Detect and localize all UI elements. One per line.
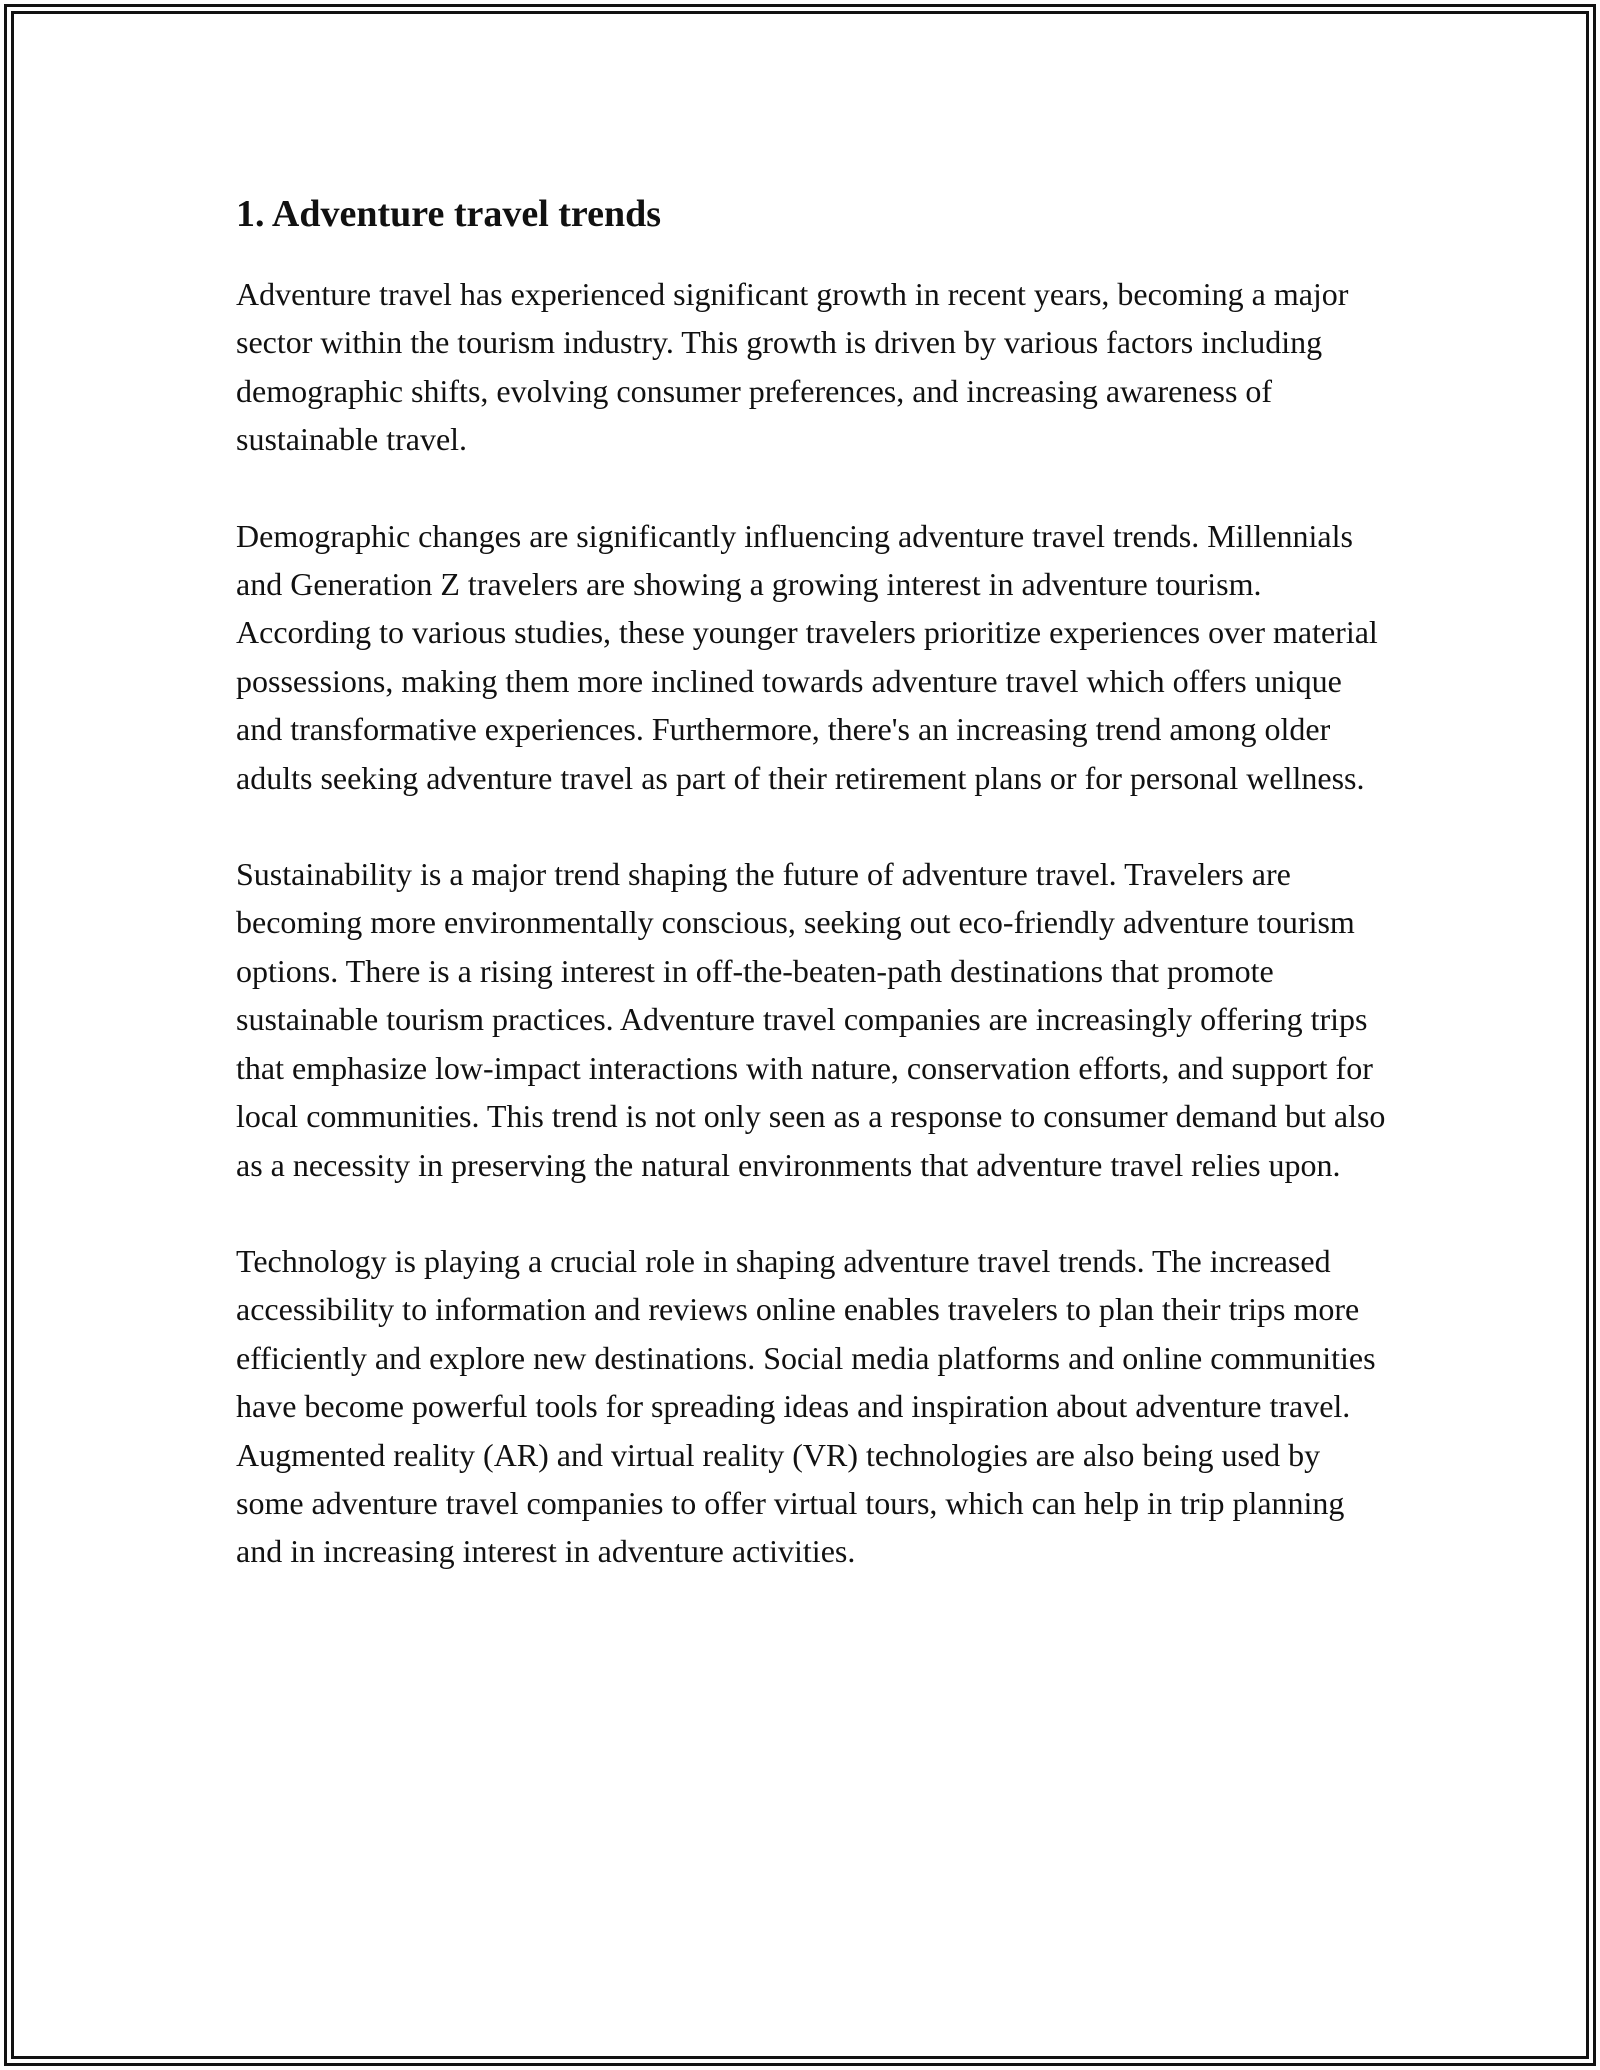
document-page [236,186,1386,1624]
paragraph-growth: Adventure travel has experienced significant growth in recent years, becoming a major sector within the tourism industry. This growth is driven by various factors including demographic shifts, evolving consumer preferences, and increasing awareness of sustainable travel. [236,276,1349,458]
paragraph-sustainability: Sustainability is a major trend shaping the future of adventure travel. Travelers are becoming more environmentally conscious, seeking out eco-friendly adventure tourism options. There is a rising interest in off-the-beaten-path destinations that promote sustainable tourism practices. Adventure travel companies are increasingly offering trips that emphasize low-impact interactions with nature, conservation efforts, and support for local communities. This trend is not only seen as a response to consumer demand but also as a necessity in preserving the natural environments that adventure travel relies upon. [236,856,1386,1183]
paragraph-technology: Technology is playing a crucial role in shaping adventure travel trends. The increased accessibility to information and reviews online enables travelers to plan their trips more efficiently and explore new destinations. Social media platforms and online communities have become powerful tools for spreading ideas and inspiration about adventure travel. Augmented reality (AR) and virtual reality (VR) technologies are also being used by some adventure travel companies to offer virtual tours, which can help in trip planning and in increasing interest in adventure activities. [236,1242,1376,1570]
section-heading: 1. Adventure travel trends [236,193,662,235]
paragraph-demographics: Demographic changes are significantly influencing adventure travel trends. Millennials and Generation Z travelers are showing a growing interest in adventure tourism. According to various studies, these younger travelers prioritize experiences over material possessions, making them more inclined towards adventure travel which offers unique and transformative experiences. Furthermore, there's an increasing trend among older adults seeking adventure travel as part of their retirement plans or for personal wellness. [236,517,1378,796]
